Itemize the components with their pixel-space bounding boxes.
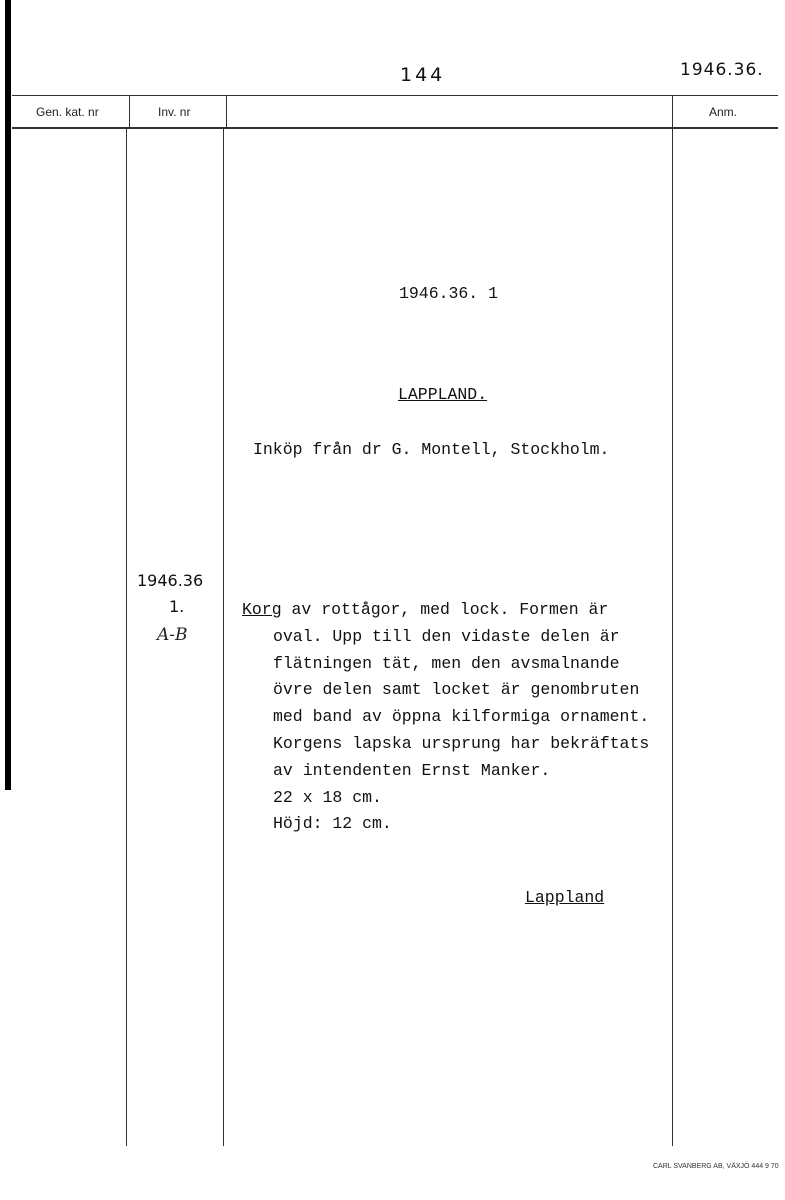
dimensions-line: 22 x 18 cm. [273,787,382,807]
description-line: med band av öppna kilformiga ornament. [273,707,650,727]
height-line: Höjd: 12 cm. [273,814,392,834]
printer-imprint: CARL SVANBERG AB, VÄXJÖ 444 9 70 [653,1163,779,1170]
object-keyword: Korg [242,600,282,619]
column-header-gen-kat-nr: Gen. kat. nr [36,105,99,119]
accession-number-header: 1946.36. [680,60,764,80]
object-description [242,597,649,838]
description-line-1 [242,597,649,624]
column-divider-3 [672,96,673,1146]
inventory-subnumber: 1. [169,597,185,616]
entry-number: 1946.36. 1 [399,284,499,303]
acquisition-note: Inköp från dr G. Montell, Stockholm. [253,440,610,459]
column-header-inv-nr: Inv. nr [158,105,191,119]
column-divider-2 [226,96,227,128]
description-line-1-rest: av rottågor, med lock. Formen är [281,600,609,619]
header-top-rule [12,95,778,96]
column-divider-2-lower [223,128,224,1146]
description-line: övre delen samt locket är genombruten [273,680,640,700]
handwritten-part-label: A-B [157,625,188,645]
description-line: oval. Upp till den vidaste delen är [273,626,620,646]
column-header-anm: Anm. [709,105,738,119]
footer-region: Lappland [525,888,605,907]
description-line: av intendenten Ernst Manker. [273,760,551,780]
column-divider-1 [129,96,130,128]
description-line: Korgens lapska ursprung har bekräftats [273,733,650,753]
column-divider-1-lower [126,128,127,1146]
entry-region-title: LAPPLAND. [398,385,488,404]
left-margin-bar [5,0,11,790]
description-line: flätningen tät, men den avsmalnande [273,653,620,673]
inventory-number: 1946.36 [137,571,204,590]
page-number: 144 [400,64,446,86]
